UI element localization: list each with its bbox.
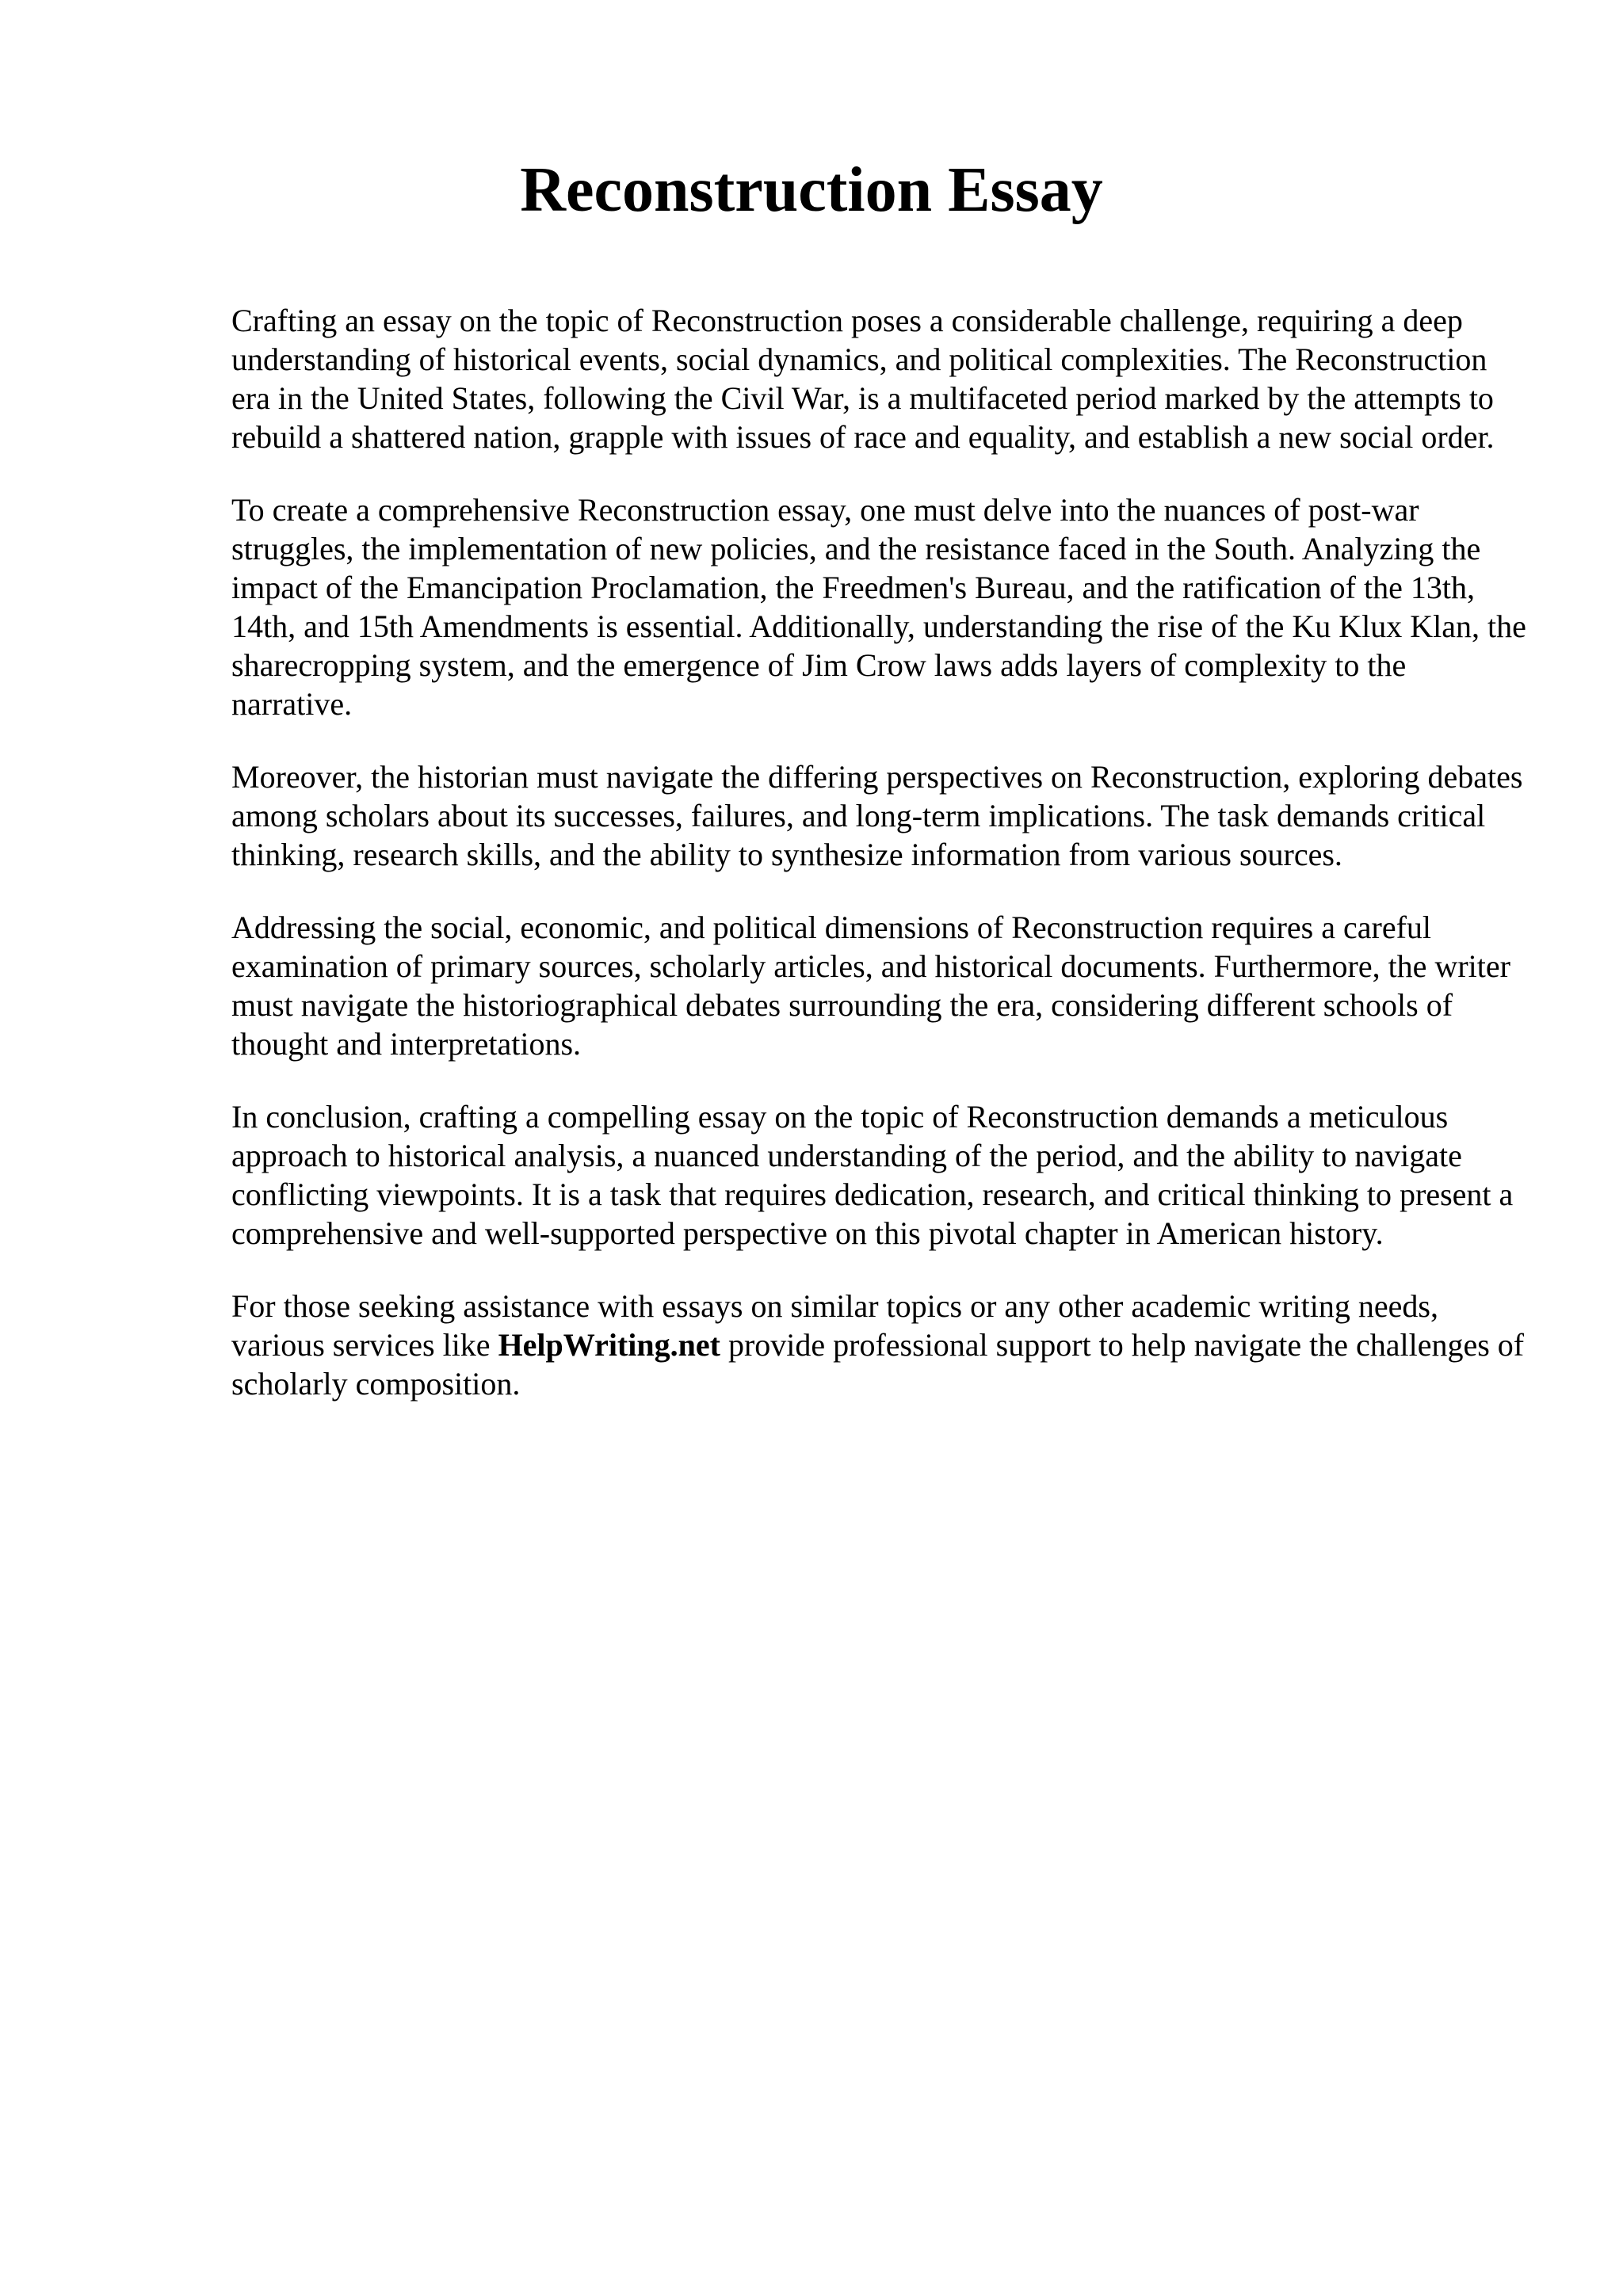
paragraph-perspectives: Moreover, the historian must navigate the differing perspectives on Reconstruction, exploring debates among scholars about its successes, failures, and long-term implications. The task demands critical thinking, research skills, and the ability to synthesize information from various sources. xyxy=(231,759,1523,872)
closing-text-before: For those seeking assistance with essays on similar topics or any other academic writing needs, various services like xyxy=(231,1288,1438,1363)
document-title: Reconstruction Essay xyxy=(520,155,1103,225)
closing-text-after: provide professional support to help navigate the challenges of scholarly composition. xyxy=(231,1327,1525,1402)
brand-name: HelpWriting.net xyxy=(498,1327,720,1363)
paragraph-conclusion: In conclusion, crafting a compelling essay on the topic of Reconstruction demands a meticulous approach to historical analysis, a nuanced understanding of the period, and the ability to navigate conflicting viewpoints. It is a task that requires dedication, research, and critical thinking to present a comprehensive and well-supported perspective on this pivotal chapter in American history. xyxy=(231,1099,1514,1251)
document-body xyxy=(231,301,1531,1437)
paragraph-closing xyxy=(231,1287,1531,1403)
paragraph-dimensions: Addressing the social, economic, and political dimensions of Reconstruction requires a careful examination of primary sources, scholarly articles, and historical documents. Furthermore, the writer must navigate the historiographical debates surrounding the era, considering different schools of thought and interpretations. xyxy=(231,910,1510,1062)
paragraph-intro: Crafting an essay on the topic of Reconstruction poses a considerable challenge, requiring a deep understanding of historical events, social dynamics, and political complexities. The Reconstruction era in the United States, following the Civil War, is a multifaceted period marked by the attempts to rebuild a shattered nation, grapple with issues of race and equality, and establish a new social order. xyxy=(231,303,1495,455)
paragraph-approach: To create a comprehensive Reconstruction essay, one must delve into the nuances of post-war struggles, the implementation of new policies, and the resistance faced in the South. Analyzing the impact of the Emancipation Proclamation, the Freedmen's Bureau, and the ratification of the 13th, 14th, and 15th Amendments is essential. Additionally, understanding the rise of the Ku Klux Klan, the sharecropping system, and the emergence of Jim Crow laws adds layers of complexity to the narrative. xyxy=(231,492,1526,722)
